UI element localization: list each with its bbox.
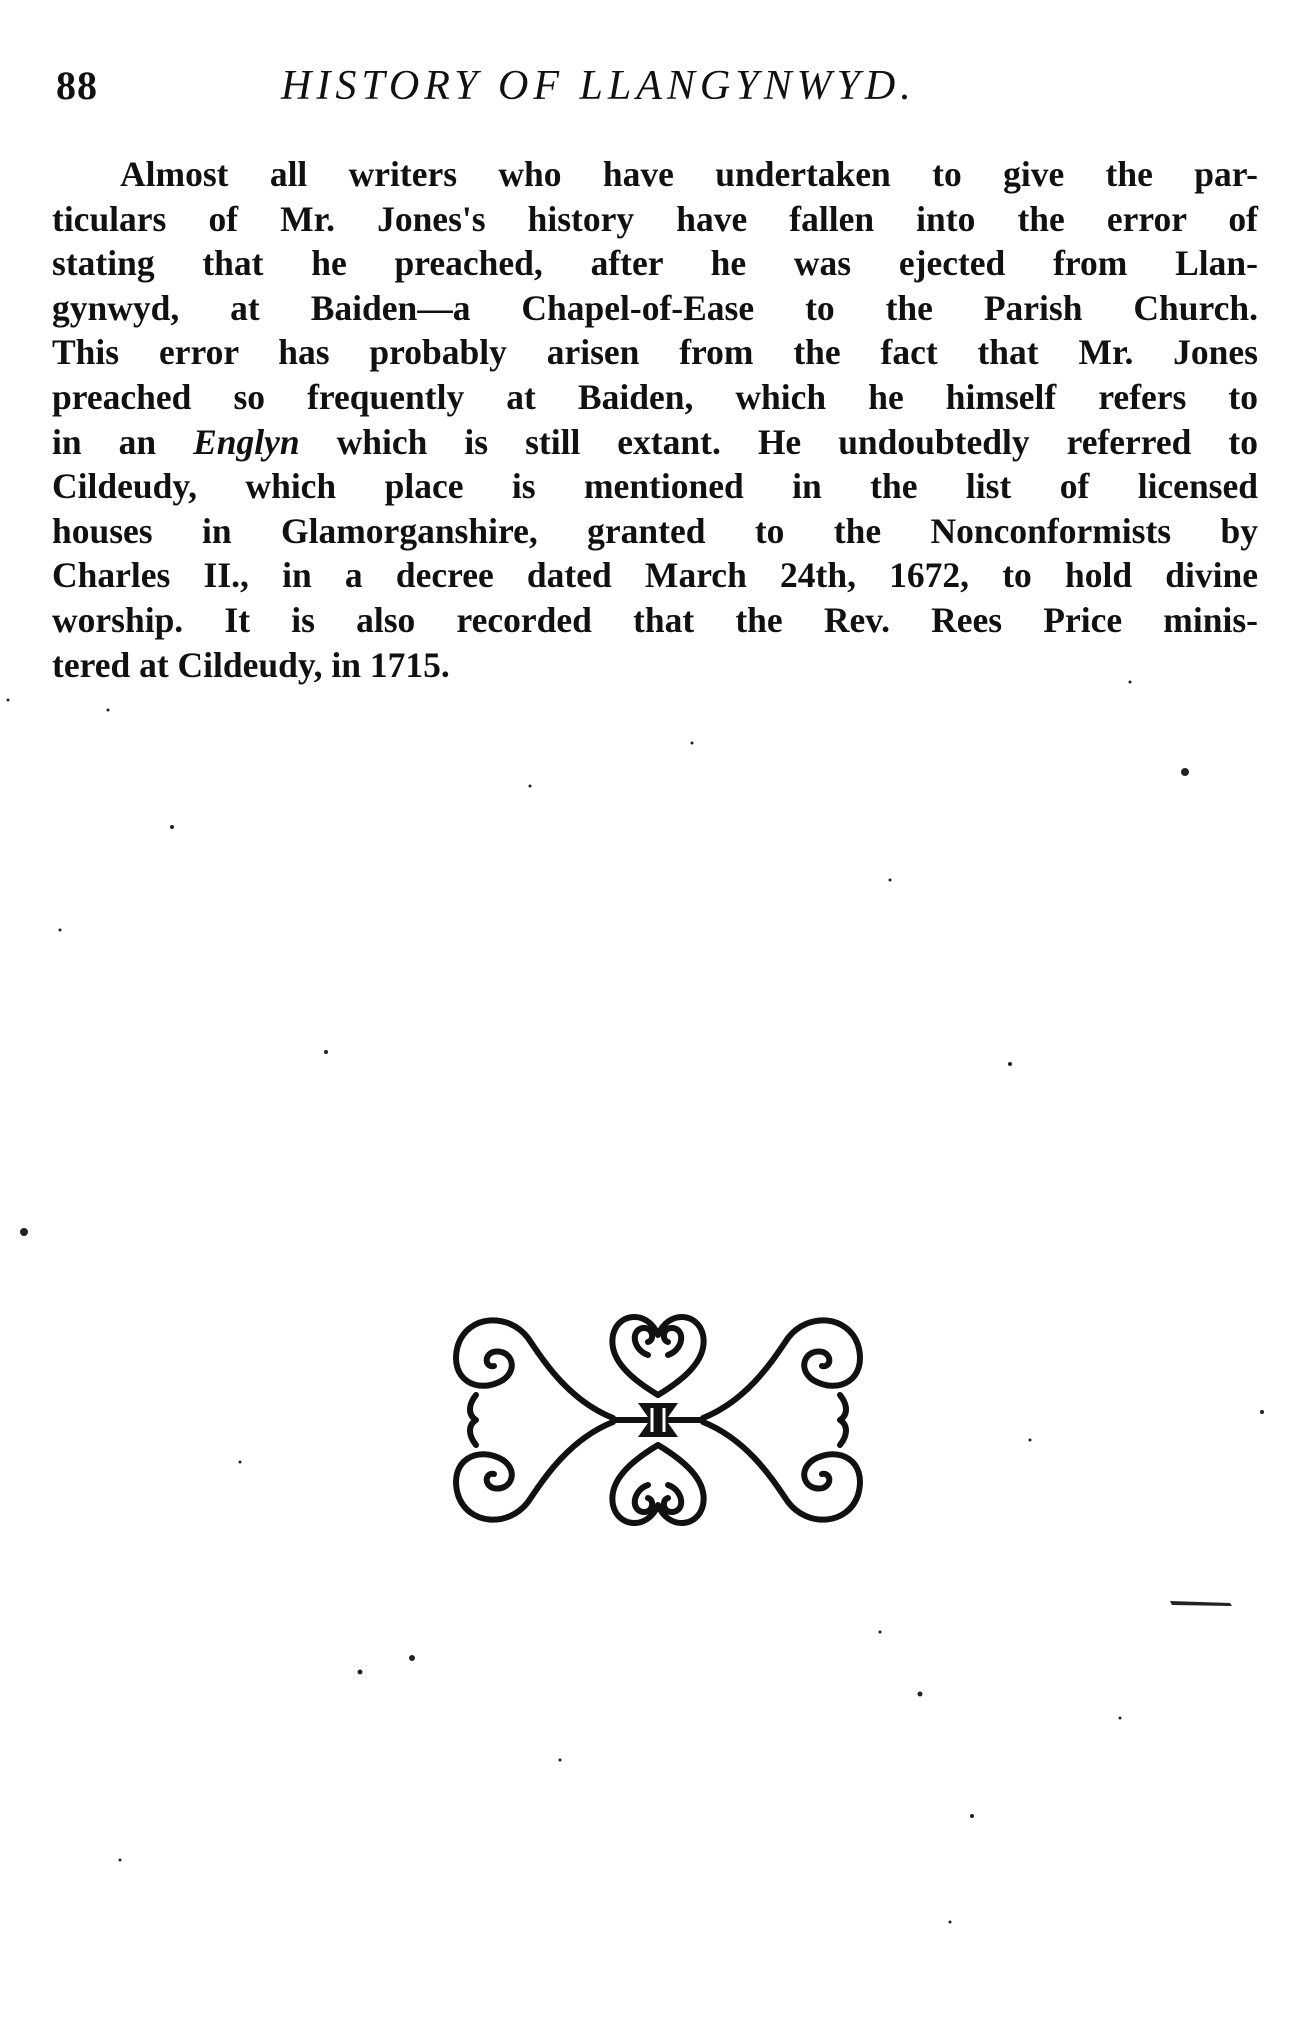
text-line: worship. It is also recorded that the Rev. Rees Price minis- [52,599,1258,640]
text-line: tered at Cildeudy, in 1715. [52,644,450,685]
text-line: gynwyd, at Baiden—a Chapel-of-Ease to the Parish Church. [52,287,1258,328]
italic-term: Englyn [193,421,300,462]
text-line: stating that he preached, after he was ejected from Llan- [52,243,1258,284]
text-line: This error has probably arisen from the fact that Mr. Jones [52,332,1258,373]
body-paragraph [52,152,1258,687]
scroll-ornament-icon [448,1300,868,1540]
text-line [52,420,1258,465]
text-line: Charles II., in a decree dated March 24th, 1672, to hold divine [52,555,1258,596]
text-line: houses in Glamorganshire, granted to the Nonconformists by [52,510,1258,551]
text-fragment: which is still extant. He undoubtedly referred to [299,421,1258,462]
text-line: ticulars of Mr. Jones's history have fallen into the error of [52,198,1258,239]
page-header [56,62,1256,122]
text-line: Almost all writers who have undertaken to give the par- [120,154,1258,194]
page-number: 88 [56,63,98,108]
text-line: Cildeudy, which place is mentioned in the list of licensed [52,466,1258,507]
text-line: preached so frequently at Baiden, which he himself refers to [52,376,1258,417]
running-title: HISTORY OF LLANGYNWYD. [281,63,916,109]
text-fragment: in an [52,421,194,462]
